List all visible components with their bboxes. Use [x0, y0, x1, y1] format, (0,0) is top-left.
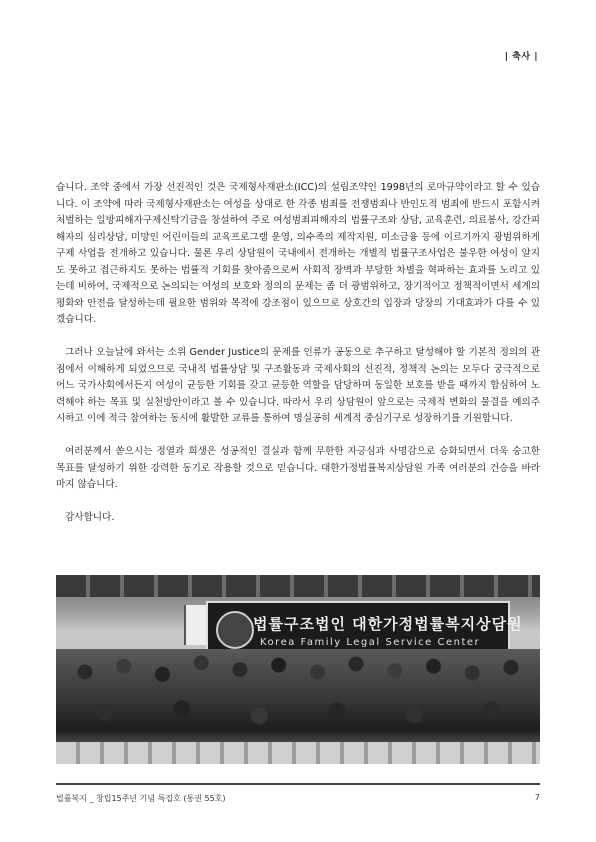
section-tag: | 축사 |	[504, 52, 538, 62]
paragraph-2: 그러나 오늘날에 와서는 소위 Gender Justice의 문제를 인류가 공동으로 추구하고 달성해야 할 기본적 정의의 관점에서 이해하게 되었으므로 국내적 법률상담 및 구조활동과 국제사회의 선진적, 정책적 논의는 모두다 궁극적으로 어느 국가사회에서든지 여성이 균등한 기회를 갖고 균등한 역할을 담당하며 동일한 보호를 받을 때까지 합심하여 노력해야 하는 목표 및 실천방안이라고 볼 수 있습니다. 따라서 우리 상담원이 앞으로는 국제적 변화의 물결을 예의주시하고 이에 적극 참여하는 동시에 활발한 교류를 통하여 명실공히 세계적 중심기구로 성장하기를 기원합니다.	[56, 347, 540, 424]
page-number: 7	[534, 793, 540, 802]
group-photo	[56, 575, 540, 764]
paragraph-closing: 감사합니다.	[65, 512, 115, 523]
article-body	[56, 180, 540, 543]
banner-subtitle: Korea Family Legal Service Center	[260, 637, 481, 648]
footer-divider	[56, 783, 540, 785]
paragraph-1: 습니다. 조약 중에서 가장 선진적인 것은 국제형사재판소(ICC)의 설립조약인 1998년의 로마규약이라고 할 수 있습니다. 이 조약에 따라 국제형사재판소는 여성을 상대로 한 각종 범죄를 전쟁범죄나 반인도적 범죄에 반드시 포함시켜 처벌하는 일방피해자구제신탁기금을 창설하여 주로 여성범죄피해자의 법률구조와 상담, 교육훈련, 의료봉사, 강간피해자의 심리상담, 미망인 어린이들의 교육프로그램 운영, 의수족의 제작지원, 미소금융 등에 이르기까지 광범위하게 구제 사업을 전개하고 있습니다. 물론 우리 상담원이 국내에서 전개하는 개별적 법률구조사업은 불우한 여성이 알지도 못하고 접근하지도 못하는 법률적 기회를 찾아줌으로써 사회적 장벽과 부당한 차별을 혁파하는 효과를 노리고 있는데 비하여, 국제적으로 논의되는 여성의 보호와 정의의 문제는 좀 더 광범위하고, 장기적이고 정책적이면서 세계의 평화와 안전을 달성하는데 필요한 범위와 목적에 강조점이 있으므로 상호간의 입장과 당장의 기대효과가 다를 수 있겠습니다.	[56, 182, 540, 325]
photo-chairs	[56, 742, 540, 764]
footer-publication: 법률복지 _ 창립15주년 기념 특집호 (통권 55호)	[56, 794, 226, 803]
flag-icon	[184, 605, 206, 645]
paragraph-3: 여러분께서 쏟으시는 정열과 희생은 성공적인 결실과 함께 무한한 자긍심과 사명감으로 승화되면서 더욱 숭고한 목표를 달성하기 위한 강력한 동기로 작용할 것으로 믿습니다. 대한가정법률복지상담원 가족 여러분의 건승을 바라마지 않습니다.	[56, 446, 540, 490]
banner-title: 법률구조법인 대한가정법률복지상담원	[253, 615, 523, 633]
emblem-icon	[216, 611, 254, 649]
photo-ceiling	[56, 575, 540, 597]
